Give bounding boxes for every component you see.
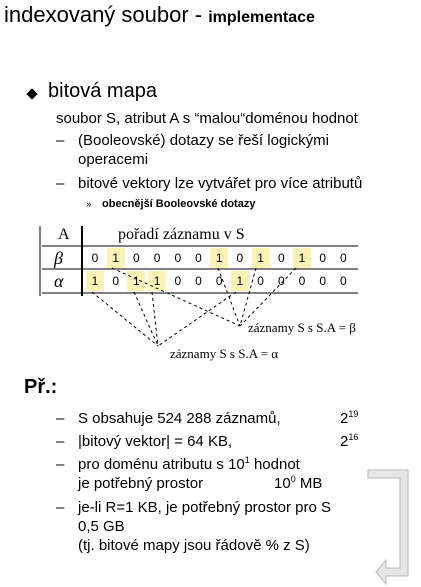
example-item-1: S obsahuje 524 288 záznamů, xyxy=(78,410,281,427)
attribute-label: A xyxy=(58,226,70,243)
dash-bullet-icon: – xyxy=(56,410,65,427)
alpha-symbol: α xyxy=(54,271,64,291)
bit-cell: 0 xyxy=(340,251,347,265)
bit-cell: 1 xyxy=(231,271,249,291)
bit-cell: 0 xyxy=(319,251,327,265)
bit-cell: 0 xyxy=(174,251,182,265)
bit-cell: 0 xyxy=(153,251,161,265)
bit-cell: 0 xyxy=(277,274,285,288)
chevron-bullet-icon: » xyxy=(86,199,92,210)
bit-cell: 0 xyxy=(91,251,99,265)
bit-cell: 0 xyxy=(195,251,202,265)
item-1-line2: operacemi xyxy=(78,151,149,168)
bit-cell: 1 xyxy=(127,271,145,291)
example-item-3-line2: je potřebný prostor xyxy=(78,475,204,492)
dash-bullet-icon: – xyxy=(56,499,65,516)
dash-bullet-icon: – xyxy=(56,175,65,192)
beta-caption: záznamy S s S.A = β xyxy=(248,320,356,335)
bit-cell: 1 xyxy=(107,248,125,268)
subitem-text: obecnější Booleovské dotazy xyxy=(102,198,256,210)
example-item-4-line1: je-li R=1 KB, je potřebný prostor pro S xyxy=(78,499,332,516)
example-item-4-line2: 0,5 GB xyxy=(78,518,125,535)
bit-cell: 1 xyxy=(252,248,270,268)
example-item-3-line1: pro doménu atributu s $10^1$ hodnot xyxy=(78,455,300,473)
bit-cell: 0 xyxy=(112,274,120,288)
bit-cell: 1 xyxy=(210,248,228,268)
example-heading: Př.: xyxy=(24,376,58,398)
dash-bullet-icon: – xyxy=(56,456,65,473)
bit-cell: 0 xyxy=(340,274,347,288)
bit-cell: 0 xyxy=(319,274,327,288)
bit-cell: 1 xyxy=(148,271,166,291)
order-label: pořadí záznamu v S xyxy=(118,226,245,243)
example-item-1-value: $2^{19}$ xyxy=(340,409,359,427)
dash-bullet-icon: – xyxy=(56,433,65,450)
example-item-3-value: $10^0$ MB xyxy=(274,474,323,492)
beta-symbol: β xyxy=(54,248,63,268)
bit-cell: 0 xyxy=(133,251,140,265)
bit-cell: 0 xyxy=(277,251,285,265)
bit-cell: 0 xyxy=(236,251,244,265)
intro-text: soubor S, atribut A s “malou“doménou hodnot xyxy=(56,110,358,127)
section-heading-bitmap: bitová mapa xyxy=(48,80,157,102)
bit-cell: 0 xyxy=(174,274,182,288)
item-2: bitové vektory lze vytvářet pro více atributů xyxy=(78,175,363,192)
alpha-caption: záznamy S s S.A = α xyxy=(170,346,279,361)
title-sub: implementace xyxy=(208,9,315,26)
item-1-line1: (Booleovské) dotazy se řeší logickými xyxy=(78,132,329,149)
example-item-4-line3: (tj. bitové mapy jsou řádově % z S) xyxy=(78,537,310,554)
example-item-2: |bitový vektor| = 64 KB, xyxy=(78,433,233,450)
title-main: indexovaný soubor - xyxy=(4,2,209,27)
bit-cell: 0 xyxy=(215,274,223,288)
dash-bullet-icon: – xyxy=(56,132,65,149)
bit-cell: 1 xyxy=(293,248,311,268)
bit-cell: 0 xyxy=(298,274,306,288)
bit-cell: 0 xyxy=(257,274,264,288)
bit-cell: 1 xyxy=(86,271,104,291)
bit-cell: 0 xyxy=(195,274,202,288)
example-item-2-value: $2^{16}$ xyxy=(340,432,359,450)
